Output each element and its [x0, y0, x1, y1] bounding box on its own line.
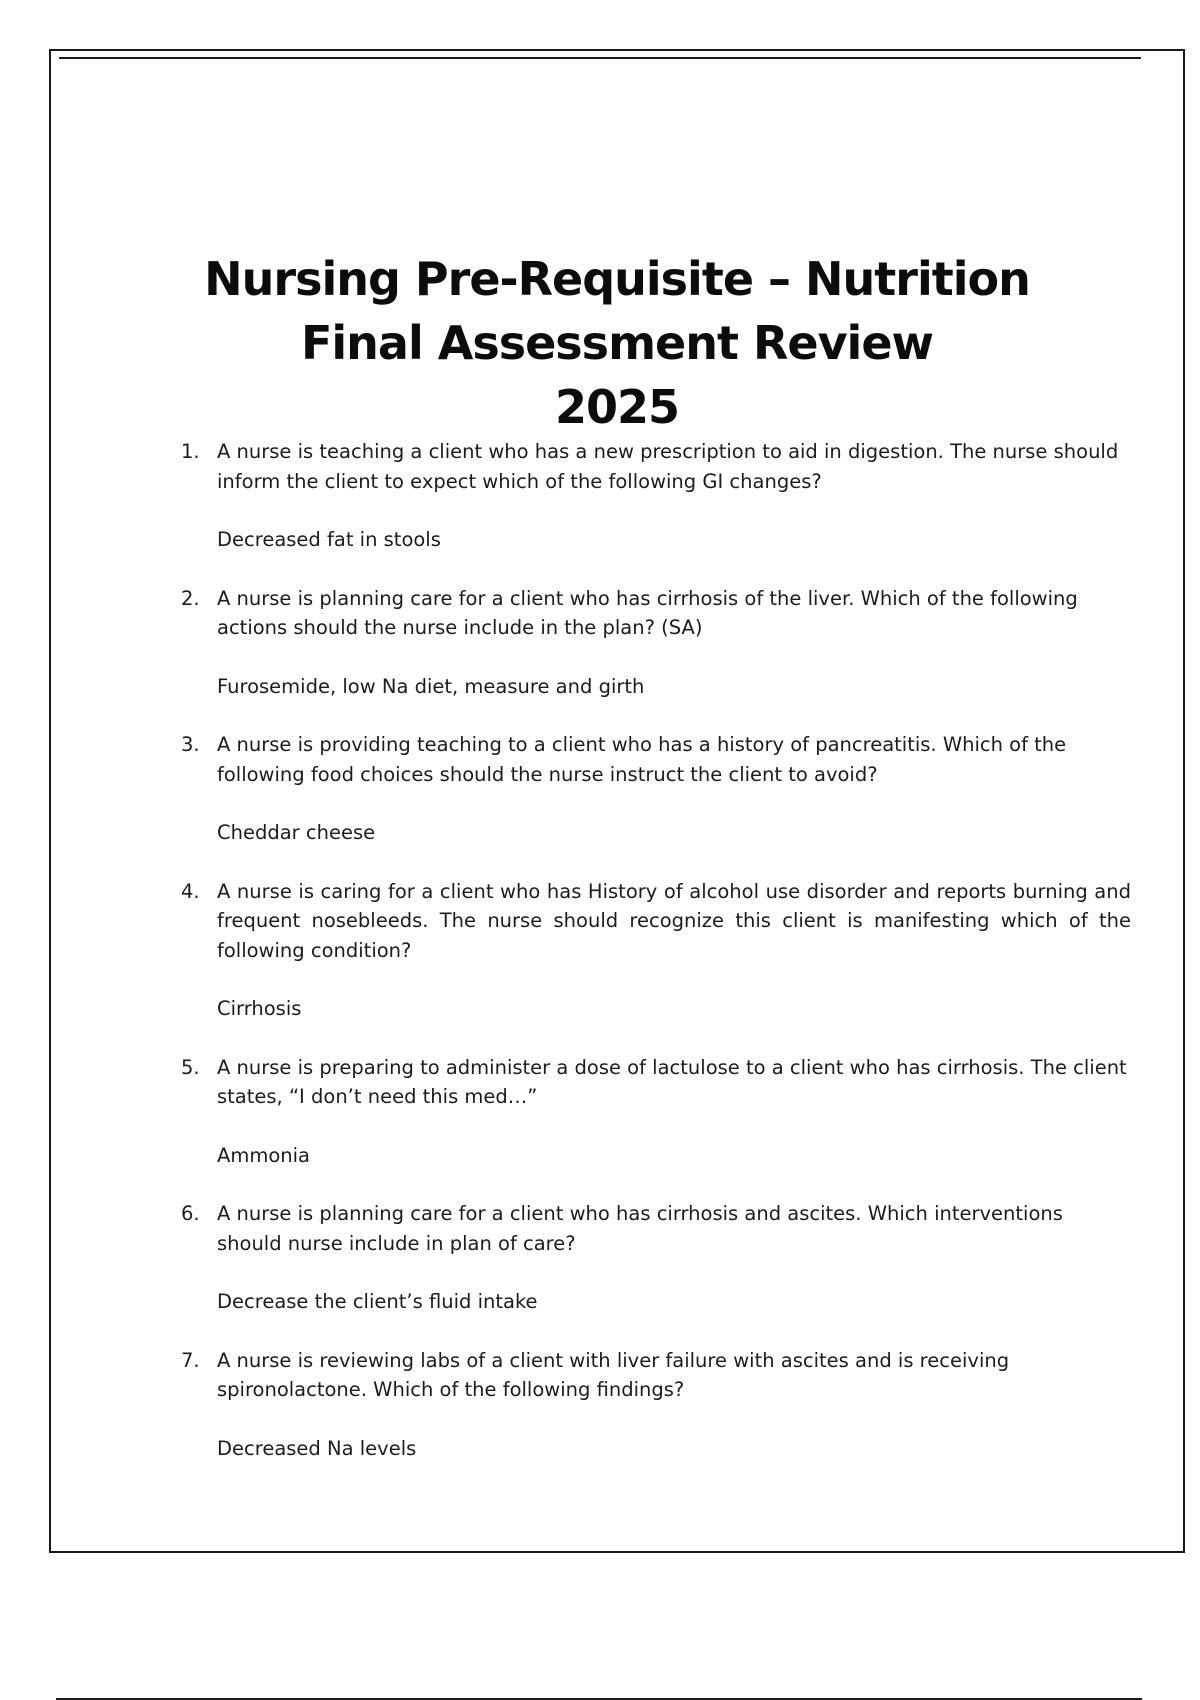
question-body — [217, 1199, 1131, 1317]
question-text: A nurse is caring for a client who has History of alcohol use disorder and reports burning and frequent nosebleeds. The nurse should recognize this client is manifesting which of the following condition? — [217, 879, 1131, 962]
question-answer: Decrease the client’s fluid intake — [217, 1290, 538, 1313]
question-number: 7. — [181, 1348, 200, 1372]
question-answer: Cheddar cheese — [217, 821, 376, 844]
question-item — [181, 584, 1131, 702]
question-item — [181, 1346, 1131, 1464]
question-text: A nurse is preparing to administer a dose of lactulose to a client who has cirrhosis. The client states, “I don’t need this med…” — [217, 1055, 1127, 1108]
question-body — [217, 1346, 1131, 1464]
question-number: 2. — [181, 586, 200, 610]
question-number: 5. — [181, 1055, 200, 1079]
question-item — [181, 1053, 1131, 1171]
question-item — [181, 437, 1131, 555]
question-answer: Decreased Na levels — [217, 1436, 417, 1460]
question-item — [181, 730, 1131, 848]
question-text: A nurse is planning care for a client who has cirrhosis and ascites. Which interventions should nurse include in plan of care? — [217, 1202, 1063, 1255]
question-number: 4. — [181, 879, 200, 903]
question-answer: Cirrhosis — [217, 997, 302, 1020]
question-answer: Decreased fat in stools — [217, 528, 441, 551]
title-line-1: Nursing Pre-Requisite – Nutrition — [204, 252, 1030, 306]
question-body — [217, 437, 1131, 555]
question-number: 3. — [181, 733, 200, 756]
question-text: A nurse is reviewing labs of a client with liver failure with ascites and is receiving spironolactone. Which of the following findings? — [217, 1348, 1010, 1401]
page-frame — [49, 49, 1185, 1553]
question-body — [217, 730, 1131, 848]
question-answer: Furosemide, low Na diet, measure and girth — [217, 674, 645, 698]
document-title — [51, 247, 1183, 439]
question-text: A nurse is providing teaching to a client who has a history of pancreatitis. Which of the following food choices should the nurse instruct the client to avoid? — [217, 733, 1067, 786]
question-body — [217, 584, 1131, 702]
question-item — [181, 1199, 1131, 1317]
question-number: 1. — [181, 440, 200, 463]
question-body — [217, 1053, 1131, 1171]
question-item — [181, 877, 1131, 1024]
title-year: 2025 — [554, 380, 680, 434]
top-rule — [59, 57, 1141, 59]
question-list — [181, 437, 1131, 1492]
question-text: A nurse is planning care for a client who has cirrhosis of the liver. Which of the following actions should the nurse include in the plan? (SA) — [217, 586, 1078, 639]
question-text: A nurse is teaching a client who has a new prescription to aid in digestion. The nurse should inform the client to expect which of the following GI changes? — [217, 440, 1119, 493]
question-answer: Ammonia — [217, 1143, 310, 1167]
question-number: 6. — [181, 1202, 200, 1225]
title-line-2: Final Assessment Review — [300, 316, 934, 370]
question-body — [217, 877, 1131, 1024]
